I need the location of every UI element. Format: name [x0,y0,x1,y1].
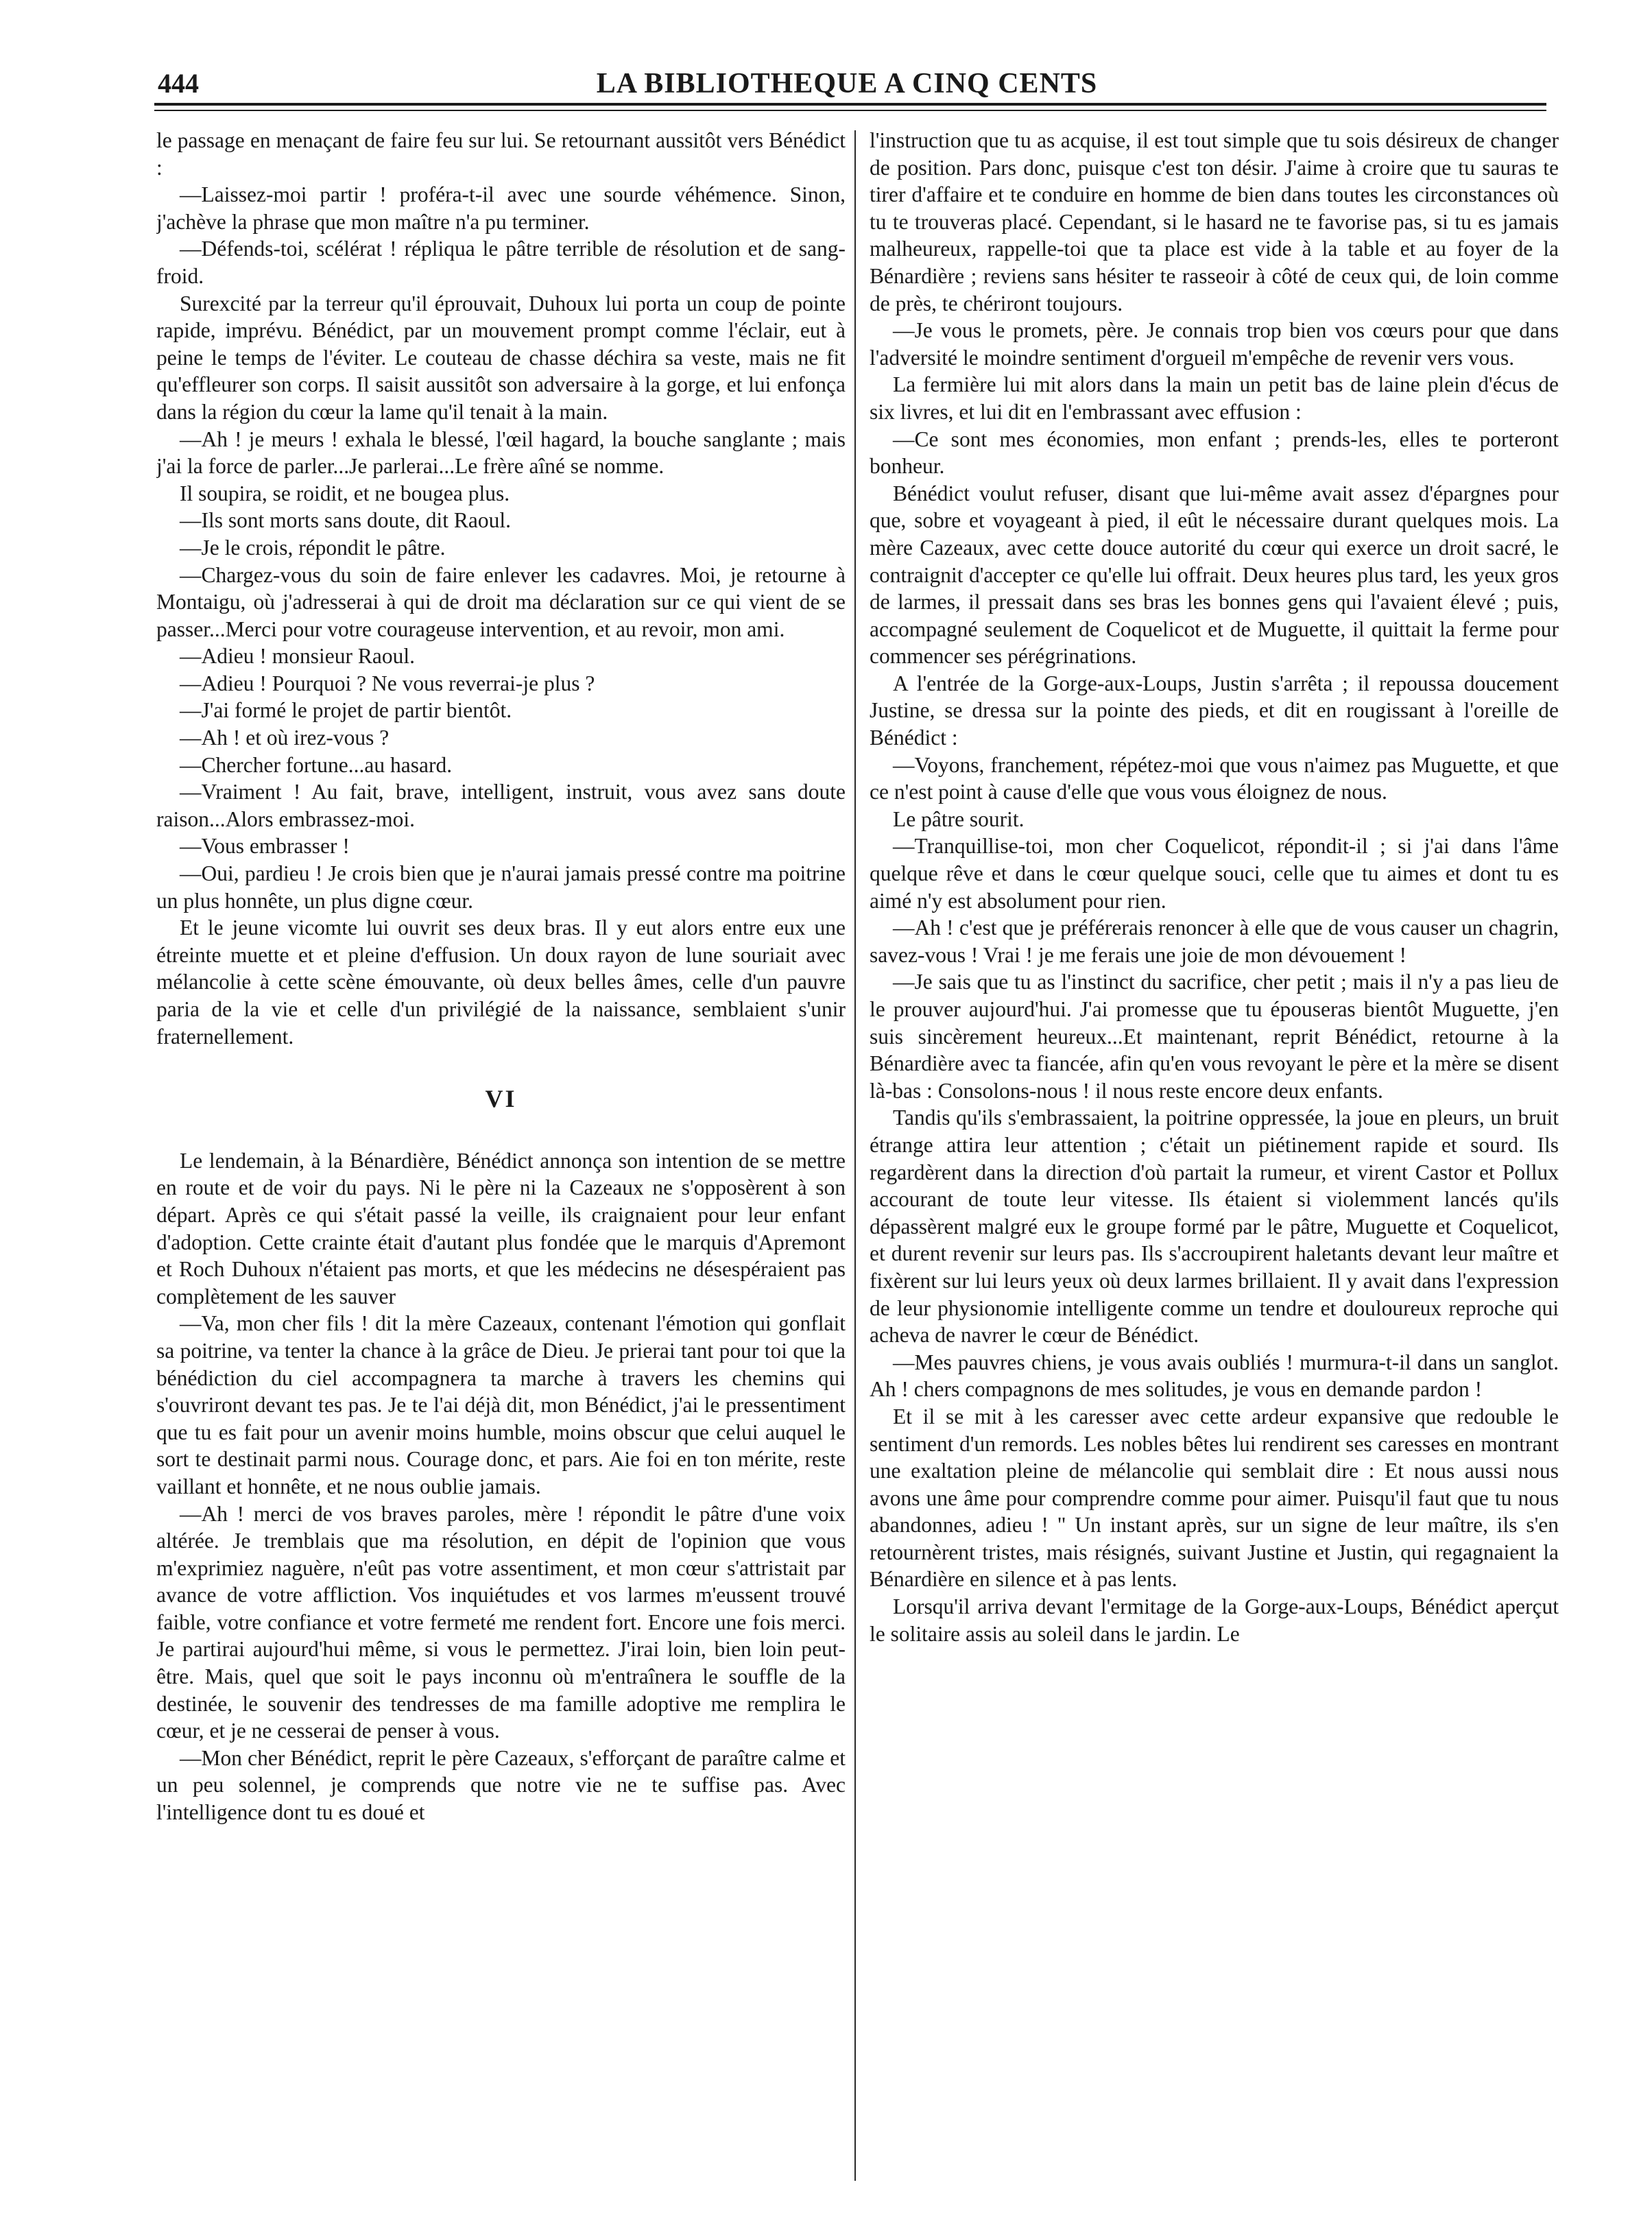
paragraph: —J'ai formé le projet de partir bientôt. [180,698,512,723]
paragraph: —Va, mon cher fils ! dit la mère Cazeaux, contenant l'émotion qui gonflait sa poitrine, va tenter la chance à la grâce de Dieu. Je prierai tant pour toi que la bénédiction du ciel accompagnera ta marche à travers les chemins qui s'ouvriront devant tes pas. Je te l'ai déjà dit, mon Bénédict, j'ai le pressentiment que tu es fait pour un avenir moins humble, moins obscur que celui auquel le sort te destinait parmi nous. Courage donc, et pars. Aie foi en ton mérite, reste vaillant et honnête, et ne nous oublie jamais. [156,1311,846,1498]
paragraph: —Ah ! merci de vos braves paroles, mère ! répondit le pâtre d'une voix altérée. Je tremblais que ma résolution, en dépit de l'opinion que vous m'exprimiez naguère, n'eût pas votre assentiment, et mon cœur s'attristait par avance de votre affliction. Vos inquiétudes et vos larmes m'eussent trouvé faible, votre confiance et votre fermeté me rendent fort. Encore une fois merci. Je partirai aujourd'hui même, si vous le permettez. J'irai loin, bien loin peut-être. Mais, quel que soit le pays inconnu où m'entraînera le souffle de la destinée, le souvenir des tendresses de ma famille adoptive me remplira le cœur, et je ne cesserai de penser à vous. [156,1501,846,1743]
paragraph: Tandis qu'ils s'embrassaient, la poitrine oppressée, la joue en pleurs, un bruit étrange attira leur attention ; c'était un piétinement rapide et sourd. Ils regardèrent dans la direction d'où partait la rumeur, et virent Castor et Pollux accourant de toute leur vitesse. Ils étaient si violemment lancés qu'ils dépassèrent malgré eux le groupe formé par le pâtre, Muguette et Coquelicot, et durent revenir sur leurs pas. Ils s'accroupirent haletants devant leur maître et fixèrent sur lui leurs yeux où deux larmes brillaient. Il y avait dans l'expression de leur physionomie intelligente comme un tendre et douloureux reproche qui acheva de navrer le cœur de Bénédict. [870,1105,1559,1348]
paragraph: —Ah ! je meurs ! exhala le blessé, l'œil hagard, la bouche sanglante ; mais j'ai la force de parler...Je parlerai...Le frère aîné se nomme. [156,427,846,479]
paragraph: —Je sais que tu as l'instinct du sacrifice, cher petit ; mais il n'y a pas lieu de le prouver aujourd'hui. J'ai promesse que tu épouseras bientôt Muguette, j'en suis sincèrement heureux...Et maintenant, reprit Bénédict, retourne à la Bénardière avec ta fiancée, afin qu'en vous revoyant le père et la mère se disent là-bas : Consolons-nous ! il nous reste encore deux enfants. [870,970,1559,1103]
page-header [123,62,1570,117]
right-column [870,127,1559,2191]
paragraph: —Ah ! c'est que je préférerais renoncer à elle que de vous causer un chagrin, savez-vous ! Vrai ! je me ferais une joie de mon dévouement ! [870,916,1559,967]
paragraph: Surexcité par la terreur qu'il éprouvait, Duhoux lui porta un coup de pointe rapide, imprévu. Bénédict, par un mouvement prompt comme l'éclair, eut à peine le temps de l'éviter. Le couteau de chasse déchira sa veste, mais ne fit qu'effleurer son corps. Il saisit aussitôt son adversaire à la gorge, et lui enfonça dans la région du cœur la lame qu'il tenait à la main. [156,291,846,424]
paragraph: —Ah ! et où irez-vous ? [180,726,390,750]
paragraph: —Vraiment ! Au fait, brave, intelligent, instruit, vous avez sans doute raison...Alors embrassez-moi. [156,780,846,831]
right-column-text [870,127,1559,1647]
paragraph: Le pâtre sourit. [893,806,1025,831]
paragraph: le passage en menaçant de faire feu sur lui. Se retournant aussitôt vers Bénédict : [156,128,846,180]
paragraph: Le lendemain, à la Bénardière, Bénédict annonça son intention de se mettre en route et de voir du pays. Ni le père ni la Cazeaux ne s'opposèrent à son départ. Après ce qui s'était passé la veille, ils craignaient pour leur enfant d'adoption. Cette crainte était d'autant plus fondée que le marquis d'Apremont et Roch Duhoux n'étaient pas morts, et que les médecins ne désespéraient pas complètement de les sauver [156,1148,846,1308]
left-column-text-after [156,1147,846,1826]
paragraph: Et le jeune vicomte lui ouvrit ses deux bras. Il y eut alors entre eux une étreinte muette et et pleine d'effusion. Un doux rayon de lune souriait avec mélancolie à cette scène émouvante, où deux belles âmes, celle d'un pauvre paria de la vie et celle d'un privilégié de la naissance, semblaient s'unir fraternellement. [156,916,846,1049]
paragraph: —Défends-toi, scélérat ! répliqua le pâtre terrible de résolution et de sang-froid. [156,237,846,288]
paragraph: Lorsqu'il arriva devant l'ermitage de la Gorge-aux-Loups, Bénédict aperçut le solitaire assis au soleil dans le jardin. Le [870,1594,1559,1646]
column-divider [854,130,856,2181]
header-rule-thin [154,110,1546,111]
chapter-heading: VI [485,1085,517,1113]
paragraph: —Adieu ! Pourquoi ? Ne vous reverrai-je plus ? [180,671,595,695]
paragraph: —Ils sont morts sans doute, dit Raoul. [180,508,511,533]
paragraph: —Je vous le promets, père. Je connais trop bien vos cœurs pour que dans l'adversité le moindre sentiment d'orgueil m'empêche de revenir vers vous. [870,318,1559,370]
paragraph: Il soupira, se roidit, et ne bougea plus. [180,481,510,505]
header-rule [154,103,1546,106]
paragraph: —Tranquillise-toi, mon cher Coquelicot, répondit-il ; si j'ai dans l'âme quelque rêve et dans le cœur quelque souci, celle que tu aimes et dont tu es aimé n'y est absolument pour rien. [870,834,1559,913]
paragraph: La fermière lui mit alors dans la main un petit bas de laine plein d'écus de six livres, et lui dit en l'embrassant avec effusion : [870,372,1559,424]
running-title: LA BIBLIOTHEQUE A CINQ CENTS [596,68,1098,99]
paragraph: —Laissez-moi partir ! proféra-t-il avec une sourde véhémence. Sinon, j'achève la phrase que mon maître n'a pu terminer. [156,182,846,234]
paragraph: Bénédict voulut refuser, disant que lui-même avait assez d'épargnes pour que, sobre et voyageant à pied, il eût le nécessaire durant quelques mois. La mère Cazeaux, avec cette douce autorité du cœur qui exerce un droit sacré, le contraignit d'accepter ce qu'elle lui offrait. Deux heures plus tard, les yeux gros de larmes, il pressait dans ses bras les bonnes gens qui l'avaient élevé ; puis, accompagné seulement de Coquelicot et de Muguette, il quittait la ferme pour commencer ses pérégrinations. [870,481,1559,669]
paragraph: —Mes pauvres chiens, je vous avais oubliés ! murmura-t-il dans un sanglot. Ah ! chers compagnons de mes solitudes, je vous en demande pardon ! [870,1350,1559,1402]
left-column [156,127,846,2191]
paragraph: Et il se mit à les caresser avec cette ardeur expansive que redouble le sentiment d'un remords. Les nobles bêtes lui rendirent ses caresses en montrant une exaltation pleine de mélancolie qui semblait dire : Et nous aussi nous avons une âme pour comprendre comme pour aimer. Puisqu'il faut que tu nous abandonnes, adieu ! " Un instant après, sur un signe de leur maître, ils s'en retournèrent tristes, mais résignés, suivant Justine et Justin, qui regagnaient la Bénardière en silence et à pas lents. [870,1404,1559,1592]
paragraph: A l'entrée de la Gorge-aux-Loups, Justin s'arrêta ; il repoussa doucement Justine, se dressa sur la pointe des pieds, et dit en rougissant à l'oreille de Bénédict : [870,671,1559,750]
left-column-text-before [156,127,846,1050]
paragraph: —Oui, pardieu ! Je crois bien que je n'aurai jamais pressé contre ma poitrine un plus honnête, un plus digne cœur. [156,861,846,913]
paragraph: —Adieu ! monsieur Raoul. [180,644,415,669]
paragraph: —Ce sont mes économies, mon enfant ; prends-les, elles te porteront bonheur. [870,427,1559,479]
paragraph: —Chargez-vous du soin de faire enlever les cadavres. Moi, je retourne à Montaigu, où j'adresserai à qui de droit ma déclaration sur ce qui vient de se passer...Merci pour votre courageuse intervention, et au revoir, mon ami. [156,562,846,641]
paragraph: l'instruction que tu as acquise, il est tout simple que tu sois désireux de changer de position. Pars donc, puisque c'est ton désir. J'aime à croire que tu sauras te tirer d'affaire et te conduire en homme de bien dans toutes les circonstances où tu te trouveras placé. Cependant, si le hasard ne te favorise pas, si tu es jamais malheureux, rappelle-toi que ta place est vide à la table et au foyer de la Bénardière ; reviens sans hésiter te rasseoir à côté de ceux qui, de loin comme de près, te chériront toujours. [870,128,1559,315]
page-number: 444 [158,68,199,99]
paragraph: —Chercher fortune...au hasard. [180,752,453,777]
paragraph: —Je le crois, répondit le pâtre. [180,535,446,560]
paragraph: —Vous embrasser ! [180,834,350,859]
paragraph: —Voyons, franchement, répétez-moi que vous n'aimez pas Muguette, et que ce n'est point à cause d'elle que vous vous éloignez de nous. [870,752,1559,804]
paragraph: —Mon cher Bénédict, reprit le père Cazeaux, s'efforçant de paraître calme et un peu solennel, je comprends que notre vie ne te suffise pas. Avec l'intelligence dont tu es doué et [156,1745,846,1825]
